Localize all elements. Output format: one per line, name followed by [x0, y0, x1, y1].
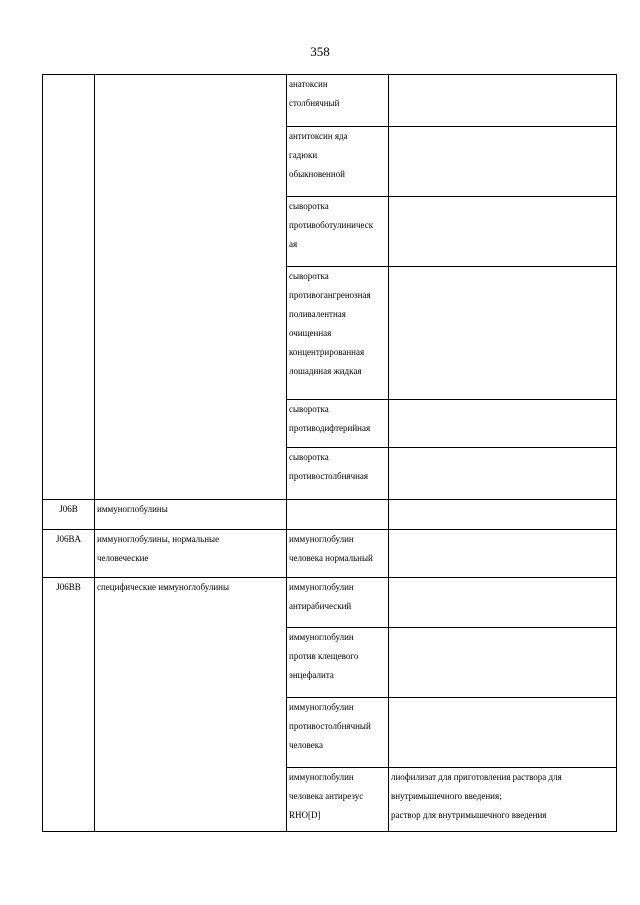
form-cell: лиофилизат для приготовления раствора для внутримышечного введения; раствор для внутримышечного введения	[389, 768, 617, 832]
code-cell: J06B	[43, 500, 95, 530]
drug-cell: иммуноглобулин противостолбнячный человека	[287, 698, 389, 768]
form-cell	[389, 75, 617, 127]
drug-cell: антитоксин яда гадюки обыкновенной	[287, 127, 389, 197]
drug-cell: сыворотка противоботулиническ ая	[287, 197, 389, 267]
drug-cell: иммуноглобулин человека нормальный	[287, 530, 389, 578]
code-cell	[43, 75, 95, 500]
form-cell	[389, 267, 617, 400]
form-cell	[389, 197, 617, 267]
form-cell	[389, 500, 617, 530]
drug-cell: сыворотка противодифтерийная	[287, 400, 389, 448]
form-cell	[389, 578, 617, 628]
code-cell: J06BA	[43, 530, 95, 578]
form-cell	[389, 698, 617, 768]
group-cell: иммуноглобулины, нормальные человеческие	[95, 530, 287, 578]
group-cell: специфические иммуноглобулины	[95, 578, 287, 832]
group-cell: иммуноглобулины	[95, 500, 287, 530]
form-cell	[389, 530, 617, 578]
drug-cell: анатоксин столбнячный	[287, 75, 389, 127]
form-cell	[389, 400, 617, 448]
drug-cell: иммуноглобулин антирабический	[287, 578, 389, 628]
form-cell	[389, 628, 617, 698]
drug-table	[42, 74, 617, 832]
table-row	[43, 530, 617, 578]
drug-cell	[287, 500, 389, 530]
code-cell: J06BB	[43, 578, 95, 832]
drug-cell: сыворотка противостолбнячная	[287, 448, 389, 500]
table-row	[43, 75, 617, 127]
drug-cell: сыворотка противогангренозная поливалентная очищенная концентрированная лошадиная жидкая	[287, 267, 389, 400]
group-cell	[95, 75, 287, 500]
table-row	[43, 578, 617, 628]
page-number: 358	[310, 44, 330, 59]
table-row	[43, 500, 617, 530]
drug-cell: иммуноглобулин человека антирезус RHO[D]	[287, 768, 389, 832]
form-cell	[389, 448, 617, 500]
form-cell	[389, 127, 617, 197]
drug-cell: иммуноглобулин против клещевого энцефалита	[287, 628, 389, 698]
